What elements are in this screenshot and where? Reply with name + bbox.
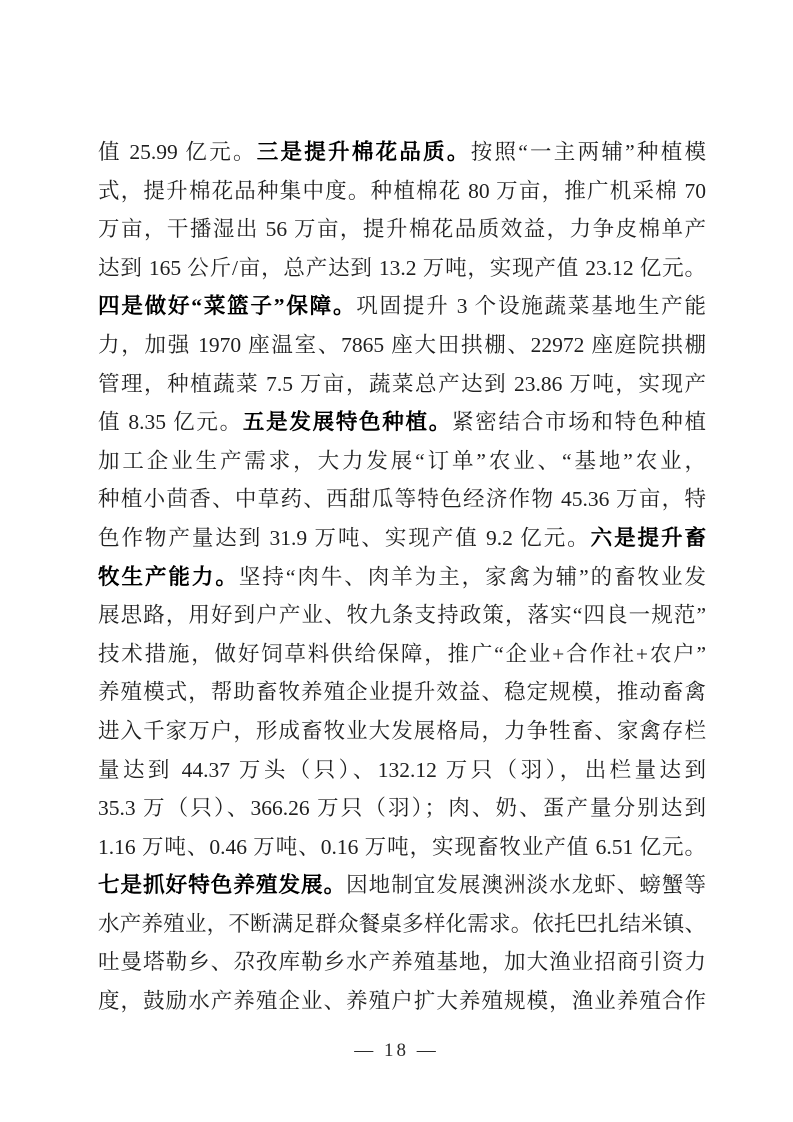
text-line [98, 596, 706, 635]
text-run: 坚持“肉牛、肉羊为主，家禽为辅”的畜牧业发 [238, 564, 706, 589]
text-run: 巩固提升 3 个设施蔬菜基地生产能 [356, 294, 706, 319]
text-run: 管理，种植蔬菜 7.5 万亩，蔬菜总产达到 23.86 万吨，实现产 [98, 371, 706, 396]
text-run: 1.16 万吨、0.46 万吨、0.16 万吨，实现畜牧业产值 6.51 亿元。 [98, 834, 706, 859]
text-line [98, 828, 706, 867]
text-line [98, 133, 706, 172]
text-run: 35.3 万（只）、366.26 万只（羽）；肉、奶、蛋产量分别达到 [98, 796, 706, 821]
text-run: 按照“一主两辅”种植模 [470, 140, 706, 164]
text-line [98, 287, 706, 326]
heading-run: 四是做好“菜篮子”保障。 [98, 294, 357, 319]
text-run: 式，提升棉花品种集中度。种植棉花 80 万亩，推广机采棉 70 [98, 178, 706, 203]
text-line [98, 712, 706, 751]
text-line [98, 789, 706, 828]
text-line [98, 210, 706, 249]
heading-run: 牧生产能力。 [98, 564, 239, 589]
document-body [98, 133, 706, 1021]
text-run: 种植小茴香、中草药、西甜瓜等特色经济作物 45.36 万亩，特 [98, 487, 706, 512]
text-run: 色作物产量达到 31.9 万吨、实现产值 9.2 亿元。 [98, 525, 591, 550]
text-line [98, 365, 706, 404]
text-line [98, 982, 706, 1021]
heading-run: 六是提升畜 [590, 525, 706, 550]
text-run: 加工企业生产需求，大力发展“订单”农业、“基地”农业， [98, 448, 706, 473]
text-line [98, 326, 706, 365]
text-line [98, 943, 706, 982]
text-line [98, 673, 706, 712]
text-run: 因地制宜发展澳洲淡水龙虾、螃蟹等 [346, 873, 706, 898]
text-line [98, 442, 706, 481]
text-line [98, 905, 706, 944]
text-run: 力，加强 1970 座温室、7865 座大田拱棚、22972 座庭院拱棚 [98, 332, 706, 357]
text-run: 养殖模式，帮助畜牧养殖企业提升效益、稳定规模，推动畜禽 [98, 680, 706, 705]
text-run: 进入千家万户，形成畜牧业大发展格局，力争牲畜、家禽存栏 [98, 718, 706, 743]
text-run: 值 8.35 亿元。 [98, 410, 243, 435]
text-run: 水产养殖业，不断满足群众餐桌多样化需求。依托巴扎结米镇、 [98, 911, 706, 936]
text-run: 吐曼塔勒乡、尕孜库勒乡水产养殖基地，加大渔业招商引资力 [98, 950, 706, 975]
text-line [98, 172, 706, 211]
text-run: 度，鼓励水产养殖企业、养殖户扩大养殖规模，渔业养殖合作 [98, 989, 706, 1014]
heading-run: 五是发展特色种植。 [242, 410, 453, 435]
text-run: 技术措施，做好饲草料供给保障，推广“企业+合作社+农户” [98, 641, 706, 666]
heading-run: 三是提升棉花品质。 [256, 140, 471, 164]
text-line [98, 480, 706, 519]
text-line [98, 635, 706, 674]
text-run: 值 25.99 亿元。 [98, 140, 257, 164]
page-number: — 18 — [354, 1040, 439, 1061]
text-run: 达到 165 公斤/亩，总产达到 13.2 万吨，实现产值 23.12 亿元。 [98, 255, 706, 280]
text-run: 紧密结合市场和特色种植 [452, 410, 706, 435]
text-run: 量达到 44.37 万头（只）、132.12 万只（羽），出栏量达到 [98, 757, 706, 782]
text-run: 万亩，干播湿出 56 万亩，提升棉花品质效益，力争皮棉单产 [98, 217, 706, 242]
text-line [98, 249, 706, 288]
text-run: 展思路，用好到户产业、牧九条支持政策，落实“四良一规范” [98, 603, 706, 628]
text-line [98, 519, 706, 558]
text-line [98, 558, 706, 597]
text-line [98, 866, 706, 905]
text-line [98, 403, 706, 442]
heading-run: 七是抓好特色养殖发展。 [98, 873, 347, 898]
text-line [98, 751, 706, 790]
